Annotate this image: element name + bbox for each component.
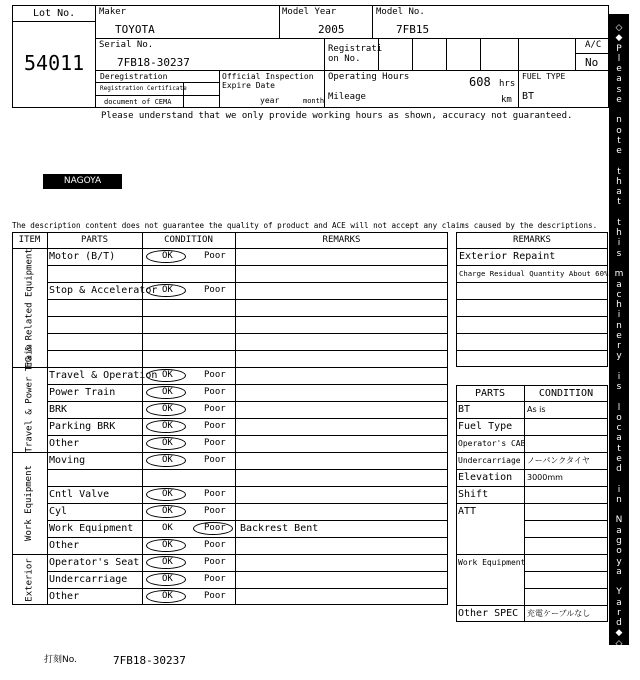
header-frame	[12, 5, 609, 108]
ok-selected-circle	[146, 386, 186, 399]
ok-selected-circle	[146, 250, 186, 263]
sidebar-char: s	[616, 84, 622, 95]
hrs-label: hrs	[499, 79, 516, 89]
ok-option[interactable]: OK	[162, 404, 173, 414]
fuel-type-label: FUEL TYPE	[522, 72, 566, 81]
poor-option[interactable]: Poor	[204, 370, 226, 380]
lot-no-value: 54011	[24, 51, 85, 75]
maker-value: TOYOTA	[115, 23, 155, 36]
row-part: Other	[49, 540, 80, 551]
sidebar-char: ◆	[615, 33, 623, 44]
sidebar-char: s	[616, 382, 622, 393]
sidebar-char: Y	[616, 587, 622, 598]
group-label: EG & Related Equipment	[24, 247, 34, 367]
parts-name: Other SPEC	[458, 608, 519, 619]
row-remarks: Backrest Bent	[240, 523, 319, 534]
sidebar-char: r	[617, 341, 621, 352]
disclaimer: The description content does not guarantee the quality of product and ACE will not accept any claims caused by the descriptions.	[12, 221, 598, 230]
model-no-value: 7FB15	[396, 23, 430, 36]
sidebar-char: g	[616, 536, 622, 546]
sidebar-char: ◇	[615, 638, 623, 649]
row-part: Moving	[49, 455, 86, 466]
row-part: Stop & Accelerator	[49, 285, 158, 296]
ok-selected-circle	[146, 590, 186, 603]
parts-name: Operator's CAB	[458, 439, 526, 448]
model-year-label: Model Year	[282, 7, 337, 17]
sidebar-char: n	[616, 494, 622, 505]
poor-option[interactable]: Poor	[204, 404, 226, 414]
ok-option[interactable]: OK	[162, 557, 173, 567]
poor-option[interactable]: Poor	[204, 387, 226, 397]
parts-name: Undercarriage	[458, 456, 521, 465]
ok-selected-circle	[146, 420, 186, 433]
model-no-label: Model No.	[376, 7, 425, 17]
op-hours-label: Operating Hours	[328, 72, 410, 82]
sidebar-char: e	[616, 330, 622, 341]
parts-name: Work Equipment	[458, 558, 526, 567]
sidebar-char: e	[616, 453, 622, 464]
poor-option[interactable]: Poor	[204, 523, 226, 533]
sidebar-char: t	[617, 217, 621, 228]
parts-name: BT	[458, 404, 471, 415]
ok-selected-circle	[146, 284, 186, 297]
row-part: Power Train	[49, 387, 116, 398]
reg-cert-label: Registration Certificate	[100, 85, 187, 92]
year-label: year	[260, 96, 280, 105]
footer-label: 打刻No.	[44, 655, 77, 665]
sidebar-char: i	[617, 484, 621, 495]
location-sidebar	[609, 14, 629, 649]
ok-selected-circle	[146, 437, 186, 450]
sidebar-char: s	[616, 248, 622, 259]
sidebar-char: P	[616, 43, 622, 54]
row-part: Other	[49, 438, 80, 449]
sidebar-char: t	[617, 166, 621, 177]
sidebar-char: a	[616, 566, 622, 577]
parts-name: Elevation	[458, 472, 513, 483]
row-part: Cntl Valve	[49, 489, 110, 500]
maker-label: Maker	[99, 7, 127, 17]
ok-option[interactable]: OK	[162, 387, 173, 397]
sidebar-char: i	[617, 238, 621, 249]
group-label: Travel & Power Train	[24, 343, 34, 452]
sidebar-char: d	[616, 464, 622, 475]
sidebar-char: a	[616, 597, 622, 608]
sidebar-char: a	[616, 187, 622, 198]
header-remarks: REMARKS	[322, 235, 361, 245]
ok-option[interactable]: OK	[162, 574, 173, 584]
sidebar-char: r	[617, 607, 621, 618]
poor-option[interactable]: Poor	[204, 574, 226, 584]
sidebar-char: e	[616, 64, 622, 75]
sidebar-char: o	[616, 546, 622, 557]
row-part: Operator's Seat	[49, 557, 140, 568]
sidebar-char: e	[616, 146, 622, 157]
sidebar-char: a	[616, 74, 622, 85]
mileage-label: Mileage	[328, 92, 366, 102]
serial-value: 7FB18-30237	[117, 56, 190, 69]
ok-option[interactable]: OK	[162, 540, 173, 550]
poor-option[interactable]: Poor	[204, 506, 226, 516]
group-label: Work Equipment	[24, 465, 34, 541]
parts-condition: As is	[527, 405, 546, 414]
ok-selected-circle	[146, 539, 186, 552]
ok-selected-circle	[146, 505, 186, 518]
op-hours-value: 608	[469, 75, 491, 89]
ok-selected-circle	[146, 403, 186, 416]
parts-condition: 3000mm	[527, 473, 563, 482]
ok-option[interactable]: OK	[162, 591, 173, 601]
sidebar-char: ◇	[615, 23, 623, 33]
poor-selected-circle	[193, 522, 233, 535]
sidebar-char: l	[617, 402, 621, 413]
row-part: Parking BRK	[49, 421, 116, 432]
ok-option[interactable]: OK	[162, 489, 173, 499]
month-label: month	[303, 97, 325, 105]
model-year-value: 2005	[318, 23, 345, 36]
ok-selected-circle	[146, 556, 186, 569]
condition-header: CONDITION	[538, 388, 594, 399]
row-part: Travel & Operation	[49, 370, 158, 381]
ok-option[interactable]: OK	[162, 506, 173, 516]
sidebar-char: i	[617, 310, 621, 321]
lot-no-label: Lot No.	[33, 8, 76, 19]
row-part: Work Equipment	[49, 523, 134, 534]
row-part: Cyl	[49, 506, 68, 517]
sidebar-char: h	[616, 300, 622, 311]
fuel-type-value: BT	[522, 91, 535, 102]
location-badge-label: NAGOYA	[63, 176, 102, 186]
ok-selected-circle	[146, 573, 186, 586]
sidebar-char: i	[617, 371, 621, 382]
row-part: Undercarriage	[49, 574, 128, 585]
sidebar-char: e	[616, 94, 622, 105]
poor-option[interactable]: Poor	[204, 591, 226, 601]
footer-value: 7FB18-30237	[113, 654, 186, 667]
poor-option[interactable]: Poor	[204, 285, 226, 295]
header-item: ITEM	[18, 235, 41, 245]
parts-name: ATT	[458, 506, 477, 517]
sidebar-char: m	[614, 269, 624, 280]
deregistration-label: Deregistration	[100, 72, 168, 81]
registration-label: Registrati on No.	[328, 44, 383, 65]
parts-condition: ノーパンクタイヤ	[527, 456, 590, 465]
sidebar-char: y	[616, 556, 622, 567]
row-part: Other	[49, 591, 80, 602]
sidebar-char: t	[617, 135, 621, 146]
poor-option[interactable]: Poor	[204, 557, 226, 567]
sidebar-char: l	[617, 53, 621, 64]
row-part: Motor (B/T)	[49, 251, 116, 262]
sidebar-char: t	[617, 197, 621, 208]
ok-selected-circle	[146, 488, 186, 501]
sidebar-char: y	[616, 351, 622, 362]
ok-option[interactable]: OK	[162, 421, 173, 431]
parts-name: Shift	[458, 489, 489, 500]
sidebar-char: a	[616, 279, 622, 290]
header-parts: PARTS	[80, 235, 109, 245]
poor-option[interactable]: Poor	[204, 421, 226, 431]
sidebar-char: n	[616, 320, 622, 331]
sidebar-char: h	[616, 228, 622, 239]
remarks-header: REMARKS	[513, 235, 551, 245]
poor-option[interactable]: Poor	[204, 251, 226, 261]
parts-header: PARTS	[474, 388, 506, 399]
ok-selected-circle	[146, 454, 186, 467]
poor-option[interactable]: Poor	[204, 455, 226, 465]
hours-notice: Please understand that we only provide working hours as shown, accuracy not guaranteed.	[101, 111, 573, 121]
doc-cema-label: document of CEMA	[104, 98, 172, 106]
sidebar-char: c	[616, 289, 622, 300]
sidebar-char: N	[615, 515, 623, 526]
sidebar-char: c	[616, 423, 622, 434]
poor-option[interactable]: Poor	[204, 438, 226, 448]
ok-option[interactable]: OK	[162, 285, 173, 295]
sidebar-char: a	[616, 525, 622, 536]
inspection-label: Official Inspection Expire Date	[222, 72, 314, 90]
ac-value: No	[585, 56, 599, 69]
row-part: BRK	[49, 404, 68, 415]
sidebar-char: t	[617, 443, 621, 454]
sidebar-char: a	[616, 433, 622, 444]
ok-option[interactable]: OK	[162, 438, 173, 448]
sidebar-char: ◆	[615, 628, 623, 639]
header-condition: CONDITION	[164, 235, 213, 245]
ok-option[interactable]: OK	[162, 523, 173, 533]
poor-option[interactable]: Poor	[204, 489, 226, 499]
ok-selected-circle	[146, 369, 186, 382]
sidebar-char: h	[616, 176, 622, 187]
remarks-line: Exterior Repaint	[459, 251, 556, 262]
parts-name: Fuel Type	[458, 421, 513, 432]
ok-option[interactable]: OK	[162, 455, 173, 465]
remarks-line: Charge Residual Quantity About 60%	[459, 269, 609, 278]
poor-option[interactable]: Poor	[204, 540, 226, 550]
sidebar-char: n	[616, 115, 622, 126]
serial-label: Serial No.	[99, 40, 154, 50]
km-label: km	[501, 95, 512, 105]
parts-condition: 充電ケーブルなし	[527, 609, 591, 618]
ok-option[interactable]: OK	[162, 251, 173, 261]
sidebar-char: d	[616, 618, 622, 629]
ok-option[interactable]: OK	[162, 370, 173, 380]
sidebar-char: o	[616, 412, 622, 423]
group-label: Exterior	[24, 557, 34, 602]
ac-label: A/C	[585, 40, 602, 50]
sidebar-char: o	[616, 125, 622, 136]
